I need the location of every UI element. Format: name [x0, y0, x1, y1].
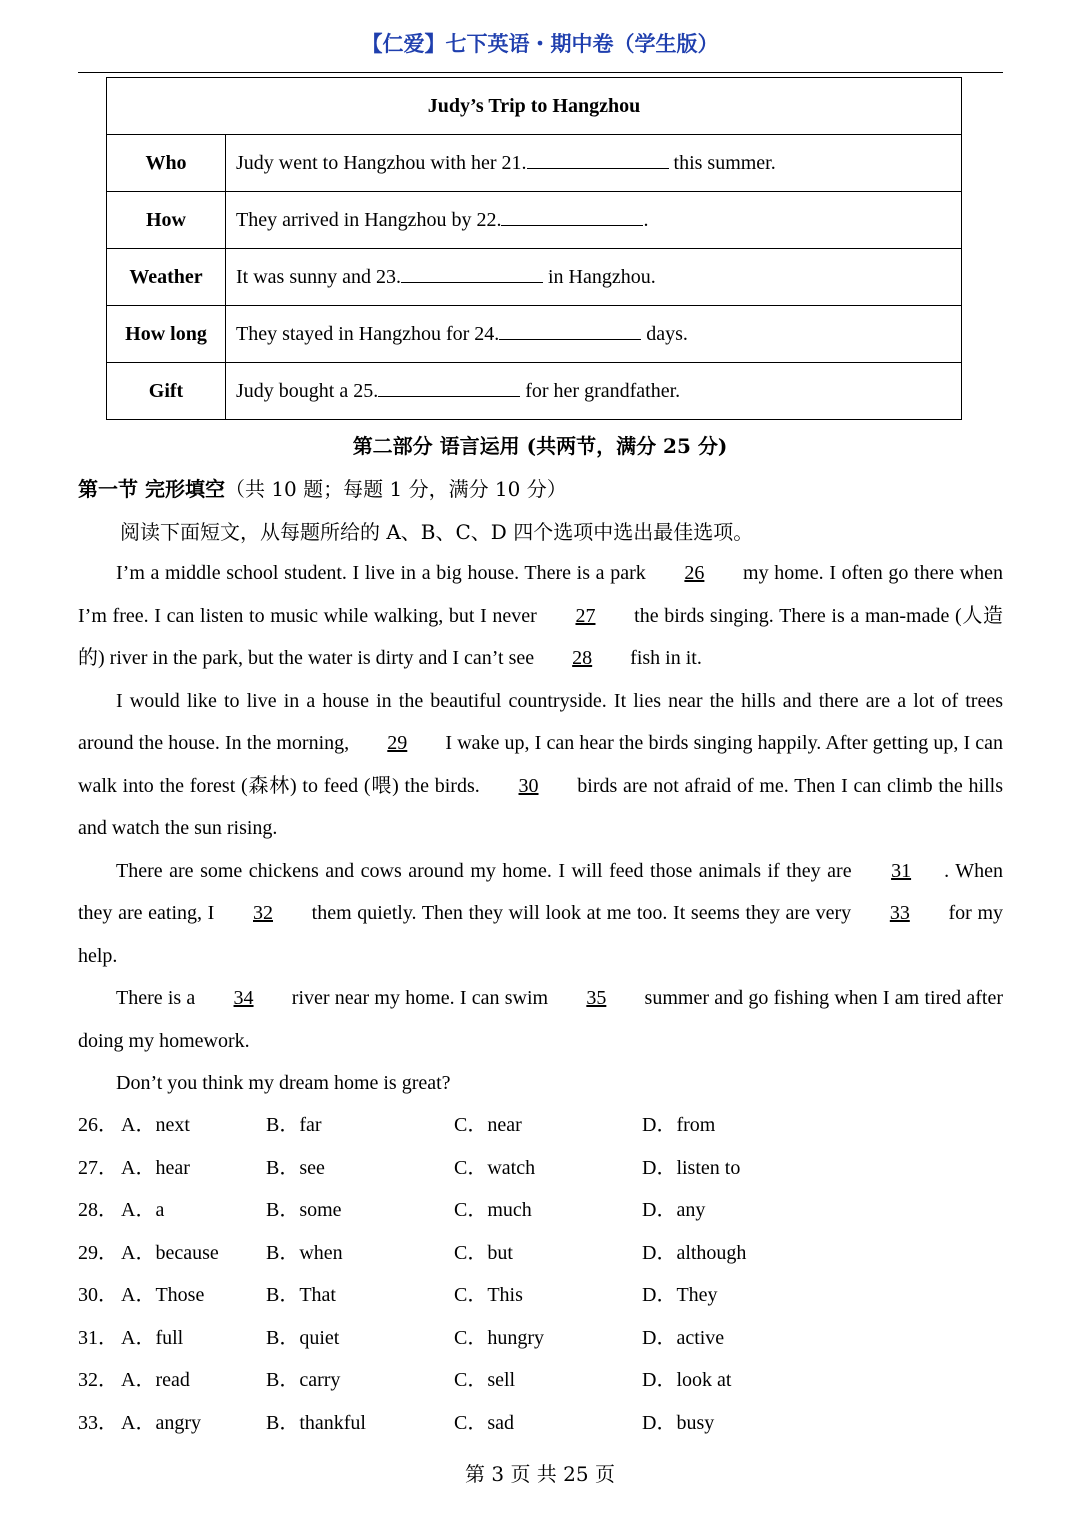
passage-paragraph: [78, 552, 1003, 680]
row-text-before: They stayed in Hangzhou for 24.: [236, 322, 500, 345]
option-a[interactable]: A．full: [121, 1326, 184, 1349]
cloze-blank[interactable]: 29: [387, 732, 408, 754]
question-row: [78, 1104, 1003, 1147]
option-c[interactable]: C．much: [454, 1199, 532, 1221]
cloze-blank[interactable]: 34: [233, 987, 254, 1009]
section-title: [78, 473, 567, 502]
question-row: [78, 1274, 1003, 1317]
question-row: [78, 1147, 1003, 1190]
answer-blank[interactable]: [527, 152, 669, 169]
option-d[interactable]: D．listen to: [642, 1156, 741, 1179]
question-number: 28．: [78, 1199, 118, 1221]
cloze-blank[interactable]: 32: [253, 902, 273, 924]
passage-text: . When they are eating, I: [78, 859, 1003, 924]
option-a[interactable]: A．because: [121, 1241, 219, 1264]
option-d[interactable]: D．active: [642, 1326, 725, 1349]
option-b[interactable]: B．far: [266, 1114, 322, 1136]
option-b[interactable]: B．when: [266, 1241, 343, 1264]
passage-text: I wake up, I can hear the birds singing happily. After getting up, I can walk into the forest (森林) to feed (喂) the birds.: [78, 732, 1003, 797]
instruction-text: 阅读下面短文，从每题所给的 A、B、C、D 四个选项中选出最佳选项。: [120, 520, 754, 544]
passage-text: There are some chickens and cows around my home. I will feed those animals if they are: [116, 859, 859, 882]
option-d[interactable]: D．They: [642, 1284, 718, 1306]
row-text-before: Judy went to Hangzhou with her 21.: [236, 151, 527, 174]
question-number: 30．: [78, 1284, 118, 1306]
cloze-passage: [78, 552, 1003, 1105]
row-content: [226, 192, 962, 249]
option-a[interactable]: A．angry: [121, 1411, 201, 1434]
passage-text: There is a: [116, 987, 201, 1009]
option-c[interactable]: C．sell: [454, 1369, 516, 1391]
cloze-blank[interactable]: 28: [572, 647, 593, 669]
passage-paragraph: [78, 680, 1003, 850]
option-a[interactable]: A．hear: [121, 1156, 190, 1179]
question-number: 31．: [78, 1326, 118, 1349]
question-row: [78, 1317, 1003, 1360]
answer-blank[interactable]: [499, 323, 641, 340]
passage-paragraph: Don’t you think my dream home is great?: [116, 1072, 451, 1094]
option-a[interactable]: A．next: [121, 1114, 190, 1136]
question-row: [78, 1402, 1003, 1445]
option-b[interactable]: B．That: [266, 1284, 336, 1306]
cloze-blank[interactable]: 26: [684, 562, 705, 584]
row-text-after: this summer.: [668, 151, 776, 174]
question-number: 33．: [78, 1411, 118, 1434]
row-text-after: .: [643, 208, 649, 231]
option-c[interactable]: C．watch: [454, 1156, 536, 1179]
row-text-after: for her grandfather.: [520, 379, 681, 402]
answer-blank[interactable]: [401, 266, 543, 283]
section-title-bold: 第一节 完形填空: [78, 477, 225, 501]
option-d[interactable]: D．busy: [642, 1411, 715, 1434]
row-content: [226, 135, 962, 192]
option-b[interactable]: B．quiet: [266, 1326, 340, 1349]
row-text-before: They arrived in Hangzhou by 22.: [236, 208, 502, 231]
option-b[interactable]: B．carry: [266, 1369, 341, 1391]
option-c[interactable]: C．This: [454, 1284, 523, 1306]
question-options: [78, 1104, 1003, 1444]
question-number: 27．: [78, 1156, 118, 1179]
row-label: How long: [107, 306, 226, 363]
page-header-title: 【仁爱】七下英语・期中卷（学生版）: [361, 32, 719, 56]
row-content: [226, 363, 962, 420]
row-content: [226, 306, 962, 363]
question-number: 32．: [78, 1369, 118, 1391]
question-row: [78, 1232, 1003, 1275]
option-b[interactable]: B．thankful: [266, 1411, 366, 1434]
cloze-blank[interactable]: 31: [891, 859, 912, 882]
option-d[interactable]: D．although: [642, 1241, 747, 1264]
option-b[interactable]: B．some: [266, 1199, 342, 1221]
cloze-blank[interactable]: 35: [586, 987, 607, 1009]
option-d[interactable]: D．from: [642, 1114, 716, 1136]
question-number: 29．: [78, 1241, 118, 1264]
row-label: Gift: [107, 363, 226, 420]
table-row: [107, 249, 962, 306]
option-c[interactable]: C．near: [454, 1114, 522, 1136]
row-text-after: days.: [641, 322, 688, 345]
passage-text: them quietly. Then they will look at me too. It seems they are very: [306, 902, 857, 924]
row-label: How: [107, 192, 226, 249]
table-title-row: [107, 78, 962, 135]
question-row: [78, 1189, 1003, 1232]
cloze-blank[interactable]: 27: [575, 604, 596, 627]
option-d[interactable]: D．look at: [642, 1369, 732, 1391]
passage-text: the birds singing. There is a man-made (人造的) river in the park, but the water is dirty and I can’t see: [78, 604, 1003, 669]
table-row: [107, 363, 962, 420]
option-a[interactable]: A．Those: [121, 1284, 205, 1306]
passage-text: my home. I often go there when I’m free. I can listen to music while walking, but I never: [78, 562, 1003, 627]
table-title: Judy’s Trip to Hangzhou: [107, 78, 962, 135]
option-c[interactable]: C．but: [454, 1241, 513, 1264]
passage-paragraph: [78, 977, 1003, 1062]
table-row: [107, 135, 962, 192]
table-row: [107, 306, 962, 363]
option-d[interactable]: D．any: [642, 1199, 706, 1221]
answer-blank[interactable]: [378, 380, 520, 397]
passage-paragraph: [78, 850, 1003, 978]
question-number: 26．: [78, 1114, 118, 1136]
cloze-blank[interactable]: 33: [889, 902, 910, 924]
page-footer: 第 3 页 共 25 页: [465, 1462, 615, 1486]
row-content: [226, 249, 962, 306]
table-row: [107, 192, 962, 249]
passage-text: I’m a middle school student. I live in a big house. There is a park: [116, 562, 652, 584]
answer-blank[interactable]: [501, 209, 643, 226]
passage-text: summer and go fishing when I am tired after doing my homework.: [78, 987, 1003, 1052]
option-a[interactable]: A．read: [121, 1369, 190, 1391]
header-divider: [78, 72, 1003, 73]
option-b[interactable]: B．see: [266, 1156, 325, 1179]
part-title: 第二部分 语言运用 (共两节，满分 25 分): [352, 434, 728, 458]
option-c[interactable]: C．sad: [454, 1411, 514, 1434]
passage-text: for my help.: [78, 902, 1003, 967]
row-text-before: Judy bought a 25.: [236, 379, 379, 402]
passage-text: birds are not afraid of me. Then I can climb the hills and watch the sun rising.: [78, 774, 1003, 839]
trip-table: [106, 77, 962, 420]
section-title-scoring: （共 10 题；每题 1 分，满分 10 分）: [224, 477, 567, 501]
passage-text: I would like to live in a house in the beautiful countryside. It lies near the hills and there are a lot of trees around the house. In the morning,: [78, 689, 1003, 754]
passage-text: fish in it.: [625, 647, 702, 669]
question-row: [78, 1359, 1003, 1402]
passage-text: river near my home. I can swim: [286, 987, 554, 1009]
row-label: Who: [107, 135, 226, 192]
row-text-before: It was sunny and 23.: [236, 265, 401, 288]
cloze-blank[interactable]: 30: [518, 774, 539, 797]
row-text-after: in Hangzhou.: [542, 265, 656, 288]
row-label: Weather: [107, 249, 226, 306]
option-c[interactable]: C．hungry: [454, 1326, 544, 1349]
option-a[interactable]: A．a: [121, 1199, 165, 1221]
